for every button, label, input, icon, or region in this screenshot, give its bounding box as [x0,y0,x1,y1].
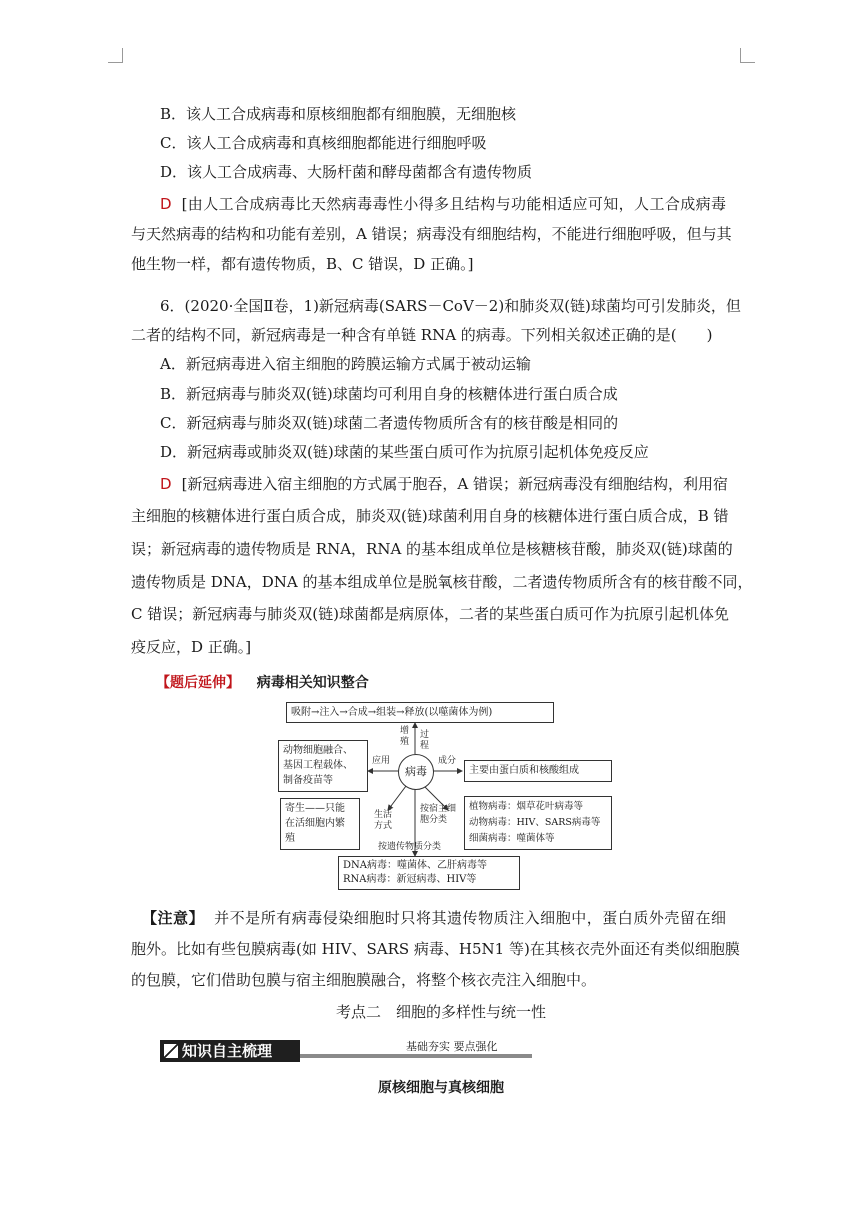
label-lifestyle: 生活 方式 [374,810,393,831]
answer5-line-3: 他生物一样，都有遗传物质，B、C 错误，D 正确。] [131,255,474,273]
diagram-genetic-box: DNA病毒：噬菌体、乙肝病毒等 RNA病毒：新冠病毒、HIV等 [338,856,520,890]
diagram-application-box: 动物细胞融合、 基因工程载体、 制备疫苗等 [278,740,368,792]
answer5-line-1: D [由人工合成病毒比天然病毒毒性小得多且结构与功能相适应可知，人工合成病毒 [160,195,726,213]
label-composition: 成分 [438,756,457,766]
virus-center-node: 病毒 [398,754,434,790]
note-tag: 【注意】 [142,909,205,927]
diagram-process-box: 吸附→注入→合成→组装→释放(以噬菌体为例) [286,702,554,723]
label-host: 按宿主细 胞分类 [420,804,457,825]
q6-stem-2: 二者的结构不同，新冠病毒是一种含有单链 RNA 的病毒。下列相关叙述正确的是( ) [131,326,713,344]
crop-mark-left [108,48,123,63]
answer6-line-5: C 错误；新冠病毒与肺炎双(链)球菌都是病原体，二者的某些蛋白质可作为抗原引起机体免 [131,605,729,623]
crop-mark-right [740,48,755,63]
extension-heading [156,672,369,693]
subsection-title: 原核细胞与真核细胞 [378,1080,504,1096]
note-line-2: 胞外。比如有些包膜病毒(如 HIV、SARS 病毒、H5N1 等)在其核衣壳外面还有类似细胞膜 [131,940,740,958]
answer6-line-3: 误；新冠病毒的遗传物质是 RNA，RNA 的基本组成单位是核糖核苷酸，肺炎双(链)球菌的 [131,540,733,558]
answer5-letter: D [160,195,172,213]
virus-knowledge-diagram [278,700,618,890]
q6-stem-1: 6．(2020·全国Ⅱ卷，1)新冠病毒(SARS－CoV－2)和肺炎双(链)球菌均可引发肺炎，但 [160,297,741,315]
knowledge-banner [160,1040,532,1062]
answer6-line-1: D [新冠病毒进入宿主细胞的方式属于胞吞，A 错误；新冠病毒没有细胞结构，利用宿 [160,475,729,493]
answer6-line-4: 遗传物质是 DNA，DNA 的基本组成单位是脱氧核苷酸，二者遗传物质所含有的核苷酸不同， [131,573,753,591]
diagram-host-box: 植物病毒：烟草花叶病毒等 动物病毒：HIV、SARS病毒等 细菌病毒：噬菌体等 [464,796,612,850]
answer5-line-2: 与天然病毒的结构和功能有差别，A 错误；病毒没有细胞结构，不能进行细胞呼吸，但与其 [131,225,732,243]
q5-option-c: C．该人工合成病毒和真核细胞都能进行细胞呼吸 [160,134,487,152]
note-line-1: 【注意】 并不是所有病毒侵染细胞时只将其遗传物质注入细胞中，蛋白质外壳留在细 [142,909,726,927]
banner-subtitle: 基础夯实 要点强化 [406,1040,498,1053]
extension-title: 病毒相关知识整合 [256,675,369,691]
extension-tag: 【题后延伸】 [156,675,240,691]
banner-icon [164,1044,178,1058]
q6-option-d: D．新冠病毒或肺炎双(链)球菌的某些蛋白质可作为抗原引起机体免疫反应 [160,443,649,461]
label-process: 过 程 [420,730,430,751]
q5-option-b: B．该人工合成病毒和原核细胞都有细胞膜，无细胞核 [160,105,517,123]
diagram-lifestyle-box: 寄生——只能 在活细胞内繁 殖 [280,798,360,850]
answer6-line-2: 主细胞的核糖体进行蛋白质合成，肺炎双(链)球菌利用自身的核糖体进行蛋白质合成，B 错 [131,507,729,525]
banner-title: 知识自主梳理 [160,1040,300,1062]
label-genetic: 按遗传物质分类 [378,842,442,852]
q5-option-d: D．该人工合成病毒、大肠杆菌和酵母菌都含有遗传物质 [160,163,533,181]
label-proliferation: 增 殖 [400,726,410,747]
banner-rule [300,1054,532,1058]
section-title: 考点二 细胞的多样性与统一性 [336,1003,547,1021]
label-application: 应用 [372,756,391,766]
note-line-3: 的包膜，它们借助包膜与宿主细胞膜融合，将整个核衣壳注入细胞中。 [131,971,597,989]
q6-option-c: C．新冠病毒与肺炎双(链)球菌二者遗传物质所含有的核苷酸是相同的 [160,414,619,432]
q6-option-a: A．新冠病毒进入宿主细胞的跨膜运输方式属于被动运输 [160,355,531,373]
answer6-letter: D [160,475,172,493]
diagram-composition-box: 主要由蛋白质和核酸组成 [464,760,612,782]
q6-option-b: B．新冠病毒与肺炎双(链)球菌均可利用自身的核糖体进行蛋白质合成 [160,385,618,403]
answer6-line-6: 疫反应，D 正确。] [131,638,252,656]
